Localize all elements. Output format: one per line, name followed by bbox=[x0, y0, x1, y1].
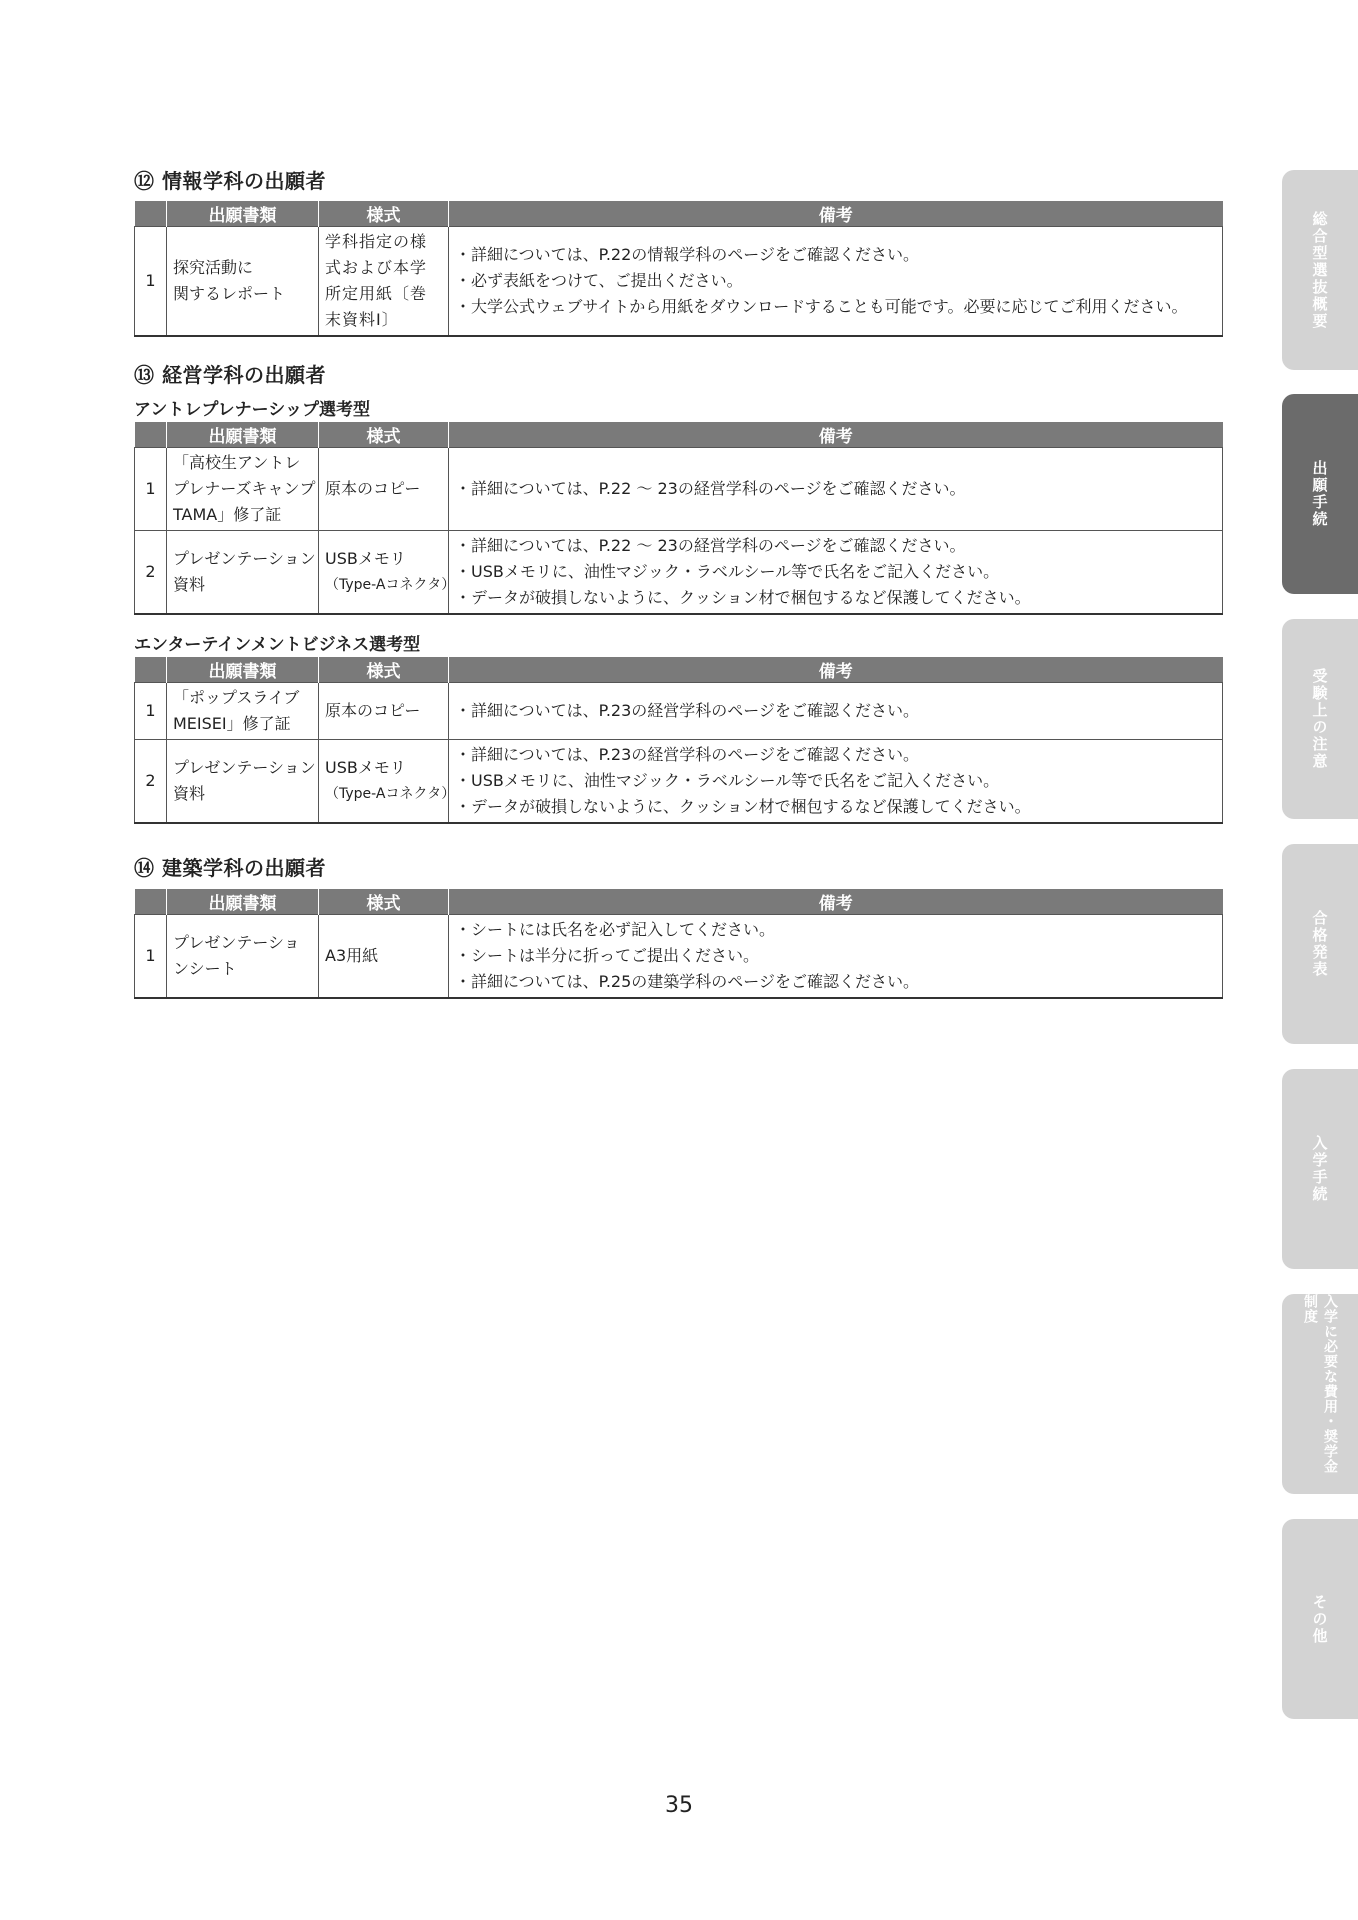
row-number: 1 bbox=[135, 227, 167, 337]
side-tab-other[interactable] bbox=[1282, 1519, 1358, 1719]
format-cell: USBメモリ （Type-Aコネクタ） bbox=[319, 740, 449, 824]
header-blank bbox=[135, 657, 167, 683]
doc-cell: プレゼンテーショ ンシート bbox=[167, 915, 319, 999]
note-cell: ・詳細については、P.22の情報学科のページをご確認ください。 ・必ず表紙をつけて、ご提出ください。 ・大学公式ウェブサイトから用紙をダウンロードすることも可能です。必要に応じてご利用ください。 bbox=[449, 227, 1223, 337]
header-format: 様式 bbox=[319, 422, 449, 448]
table-entertainment bbox=[134, 657, 1223, 824]
table-row bbox=[135, 448, 1223, 531]
page-number: 35 bbox=[665, 1793, 693, 1818]
table-informatics bbox=[134, 201, 1223, 337]
table-architecture bbox=[134, 889, 1223, 999]
side-tab-enrollment[interactable] bbox=[1282, 1069, 1358, 1269]
table-row bbox=[135, 740, 1223, 824]
section-title-12: ⑫ 情報学科の出願者 bbox=[134, 169, 326, 193]
doc-cell: 探究活動に 関するレポート bbox=[167, 227, 319, 337]
doc-cell: 「ポップスライブ MEISEI」修了証 bbox=[167, 683, 319, 740]
header-format: 様式 bbox=[319, 201, 449, 227]
table-row bbox=[135, 531, 1223, 615]
side-tab-label: 総合型選抜概要 bbox=[1310, 210, 1329, 330]
row-number: 2 bbox=[135, 740, 167, 824]
side-tab-label: その他 bbox=[1310, 1593, 1329, 1645]
table-row bbox=[135, 915, 1223, 999]
side-tab-results[interactable] bbox=[1282, 844, 1358, 1044]
row-number: 1 bbox=[135, 915, 167, 999]
doc-cell: プレゼンテーション 資料 bbox=[167, 531, 319, 615]
header-blank bbox=[135, 889, 167, 915]
header-doc: 出願書類 bbox=[167, 889, 319, 915]
side-tab-application[interactable] bbox=[1282, 394, 1358, 594]
subsection-title-entrepreneurship: アントレプレナーシップ選考型 bbox=[134, 400, 370, 420]
row-number: 1 bbox=[135, 448, 167, 531]
format-cell: USBメモリ （Type-Aコネクタ） bbox=[319, 531, 449, 615]
note-cell: ・詳細については、P.22 ～ 23の経営学科のページをご確認ください。 ・USBメモリに、油性マジック・ラベルシール等で氏名をご記入ください。 ・データが破損しないように、クッション材で梱包するなど保護してください。 bbox=[449, 531, 1223, 615]
table-entrepreneurship bbox=[134, 422, 1223, 615]
side-tab-exam-notes[interactable] bbox=[1282, 619, 1358, 819]
header-note: 備考 bbox=[449, 201, 1223, 227]
side-tab-fees-scholarships[interactable] bbox=[1282, 1294, 1358, 1494]
table-row bbox=[135, 227, 1223, 337]
side-tab-label: 出願手続 bbox=[1310, 460, 1329, 528]
header-format: 様式 bbox=[319, 657, 449, 683]
side-tab-label: 入学に必要な費用・奨学金制度 bbox=[1302, 1294, 1338, 1474]
note-cell: ・詳細については、P.23の経営学科のページをご確認ください。 ・USBメモリに、油性マジック・ラベルシール等で氏名をご記入ください。 ・データが破損しないように、クッション材で梱包するなど保護してください。 bbox=[449, 740, 1223, 824]
side-tab-label: 受験上の注意 bbox=[1310, 668, 1329, 770]
format-cell: 学科指定の様 式および本学 所定用紙〔巻 末資料Ⅰ〕 bbox=[319, 227, 449, 337]
format-cell: 原本のコピー bbox=[319, 683, 449, 740]
header-blank bbox=[135, 422, 167, 448]
header-format: 様式 bbox=[319, 889, 449, 915]
header-doc: 出願書類 bbox=[167, 422, 319, 448]
section-title-14: ⑭ 建築学科の出願者 bbox=[134, 856, 326, 880]
side-tab-label: 合格発表 bbox=[1310, 910, 1329, 978]
header-blank bbox=[135, 201, 167, 227]
header-note: 備考 bbox=[449, 657, 1223, 683]
header-doc: 出願書類 bbox=[167, 201, 319, 227]
note-cell: ・詳細については、P.22 ～ 23の経営学科のページをご確認ください。 bbox=[449, 448, 1223, 531]
note-cell: ・詳細については、P.23の経営学科のページをご確認ください。 bbox=[449, 683, 1223, 740]
side-tab-overview[interactable] bbox=[1282, 170, 1358, 370]
header-note: 備考 bbox=[449, 889, 1223, 915]
note-cell: ・シートには氏名を必ず記入してください。 ・シートは半分に折ってご提出ください。 ・詳細については、P.25の建築学科のページをご確認ください。 bbox=[449, 915, 1223, 999]
format-cell: 原本のコピー bbox=[319, 448, 449, 531]
format-cell: A3用紙 bbox=[319, 915, 449, 999]
doc-cell: プレゼンテーション 資料 bbox=[167, 740, 319, 824]
doc-cell: 「高校生アントレ プレナーズキャンプ TAMA」修了証 bbox=[167, 448, 319, 531]
row-number: 2 bbox=[135, 531, 167, 615]
subsection-title-entertainment: エンターテインメントビジネス選考型 bbox=[134, 635, 421, 655]
table-row bbox=[135, 683, 1223, 740]
header-note: 備考 bbox=[449, 422, 1223, 448]
row-number: 1 bbox=[135, 683, 167, 740]
header-doc: 出願書類 bbox=[167, 657, 319, 683]
side-tab-label: 入学手続 bbox=[1310, 1135, 1329, 1203]
section-title-13: ⑬ 経営学科の出願者 bbox=[134, 363, 326, 387]
